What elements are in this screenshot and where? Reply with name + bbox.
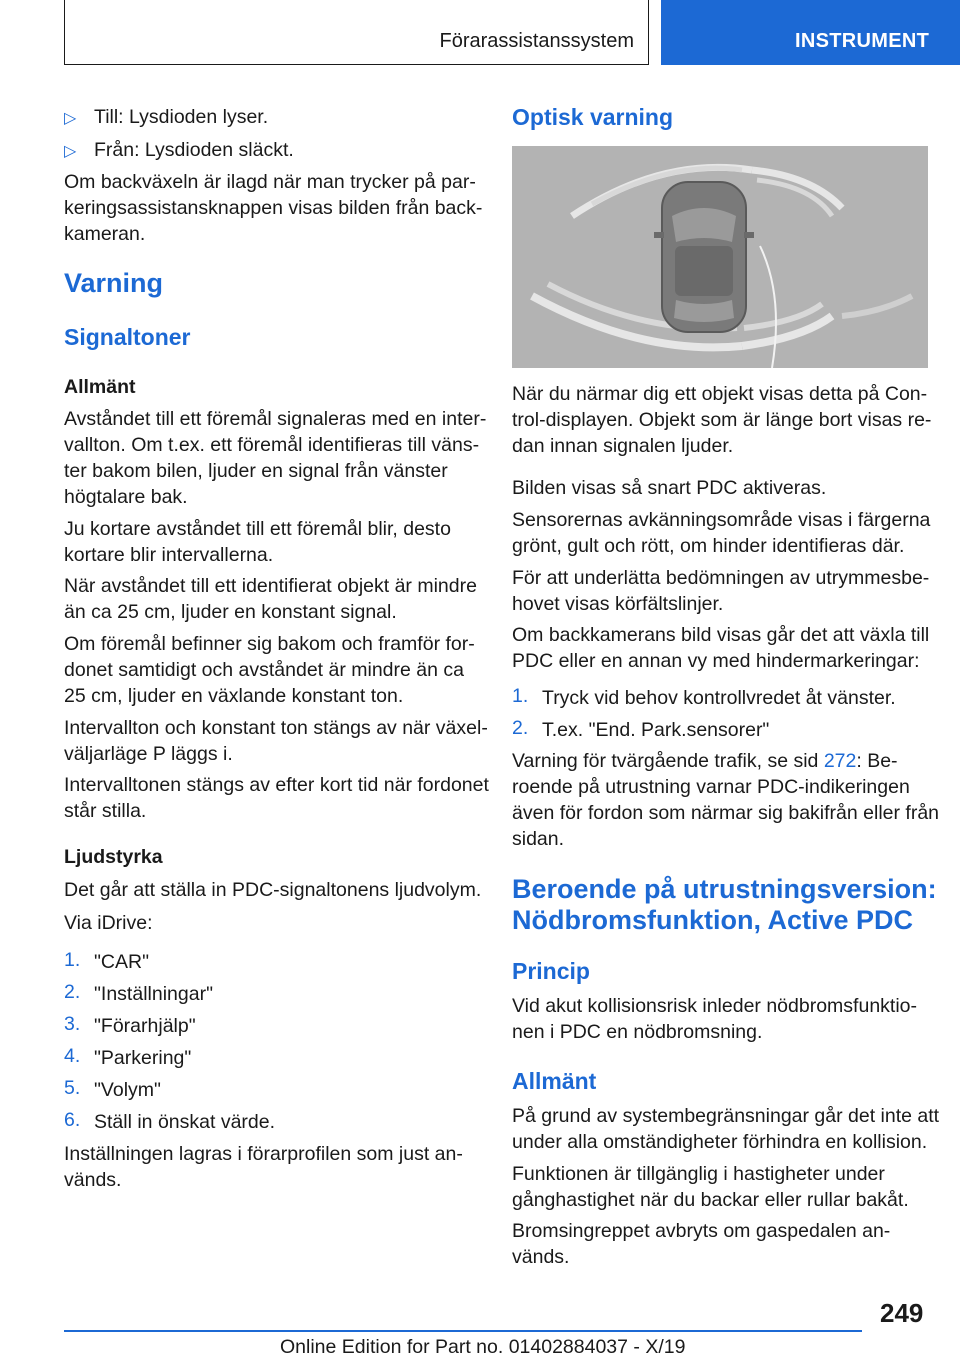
paragraph-line: När du närmar dig ett objekt visas detta på Con- [512, 383, 928, 405]
paragraph-line: dan innan signalen ljuder. [512, 435, 734, 457]
heading-ljudstyrka: Ljudstyrka [64, 846, 163, 868]
footer-divider [64, 1330, 862, 1332]
paragraph-line: roende på utrustning varnar PDC-indikeringen [512, 776, 910, 798]
step-text: "CAR" [94, 951, 150, 973]
paragraph-line: Funktionen är tillgänglig i hastigheter under [512, 1163, 885, 1185]
paragraph-line: Om föremål befinner sig bakom och framför for- [64, 633, 475, 655]
step-number: 4. [64, 1045, 81, 1067]
heading-nodbroms: Nödbromsfunktion, Active PDC [512, 905, 914, 935]
chapter-tab-label: INSTRUMENT [795, 30, 930, 52]
step-number: 2. [512, 717, 529, 739]
paragraph-line: ter bakom bilen, ljuder en signal från vänster [64, 460, 448, 482]
step-number: 3. [64, 1013, 81, 1035]
step-text: "Volym" [94, 1079, 161, 1101]
pdc-display-illustration [512, 146, 928, 368]
paragraph-line: under alla omständigheter förhindra en kollision. [512, 1131, 928, 1153]
step-number: 2. [64, 981, 81, 1003]
pdc-car-sensor-icon [512, 146, 928, 368]
paragraph-line: vänds. [64, 1169, 122, 1191]
step-text: T.ex. "End. Park.sensorer" [542, 719, 770, 741]
step-number: 5. [64, 1077, 81, 1099]
paragraph-line [512, 748, 898, 774]
bullet-text: Till: Lysdioden lyser. [94, 106, 269, 128]
footer-edition-text: Online Edition for Part no. 01402884037 - X/19 [280, 1336, 686, 1358]
paragraph-line: keringsassistansknappen visas bilden från back- [64, 197, 483, 219]
step-text: "Inställningar" [94, 983, 213, 1005]
paragraph-line: Via iDrive: [64, 912, 153, 934]
paragraph-line: kortare blir intervallerna. [64, 544, 274, 566]
step-text: "Förarhjälp" [94, 1015, 196, 1037]
cross-ref-text-tail: : Be- [856, 750, 898, 772]
paragraph-line: högtalare bak. [64, 486, 188, 508]
paragraph-line: Bilden visas så snart PDC aktiveras. [512, 477, 827, 499]
paragraph-line: Bromsingreppet avbryts om gaspedalen an- [512, 1220, 891, 1242]
bullet-text: Från: Lysdioden släckt. [94, 139, 294, 161]
bullet-marker-icon: ▷ [64, 110, 77, 127]
step-text: Tryck vid behov kontrollvredet åt vänster. [542, 687, 896, 709]
bullet-marker-icon: ▷ [64, 143, 77, 160]
heading-allmant-right: Allmänt [512, 1068, 597, 1094]
step-text: "Parkering" [94, 1047, 192, 1069]
step-text: Ställ in önskat värde. [94, 1111, 276, 1133]
heading-beroende: Beroende på utrustningsversion: [512, 874, 937, 904]
paragraph-line: står stilla. [64, 800, 147, 822]
step-number: 1. [64, 949, 81, 971]
paragraph-line: På grund av systembegränsningar går det inte att [512, 1105, 940, 1127]
paragraph-line: Vid akut kollisionsrisk inleder nödbromsfunktio- [512, 995, 917, 1017]
paragraph-line: hovet visas körfältslinjer. [512, 593, 724, 615]
paragraph-line: Avståndet till ett föremål signaleras med en inter- [64, 408, 487, 430]
paragraph-line: Sensorernas avkänningsområde visas i färgerna [512, 509, 931, 531]
paragraph-line: Intervallton och konstant ton stängs av när växel- [64, 717, 488, 739]
heading-varning: Varning [64, 268, 164, 298]
heading-signaltoner: Signaltoner [64, 324, 191, 350]
paragraph-line: Om backväxeln är ilagd när man trycker på par- [64, 171, 476, 193]
paragraph-line: När avståndet till ett identifierat objekt är mindre [64, 575, 477, 597]
step-number: 6. [64, 1109, 81, 1131]
paragraph-line: Intervalltonen stängs av efter kort tid när fordonet [64, 774, 489, 796]
page-number: 249 [880, 1298, 924, 1328]
paragraph-line: 25 cm, ljuder en växlande konstant ton. [64, 685, 404, 707]
paragraph-line: För att underlätta bedömningen av utrymmesbe- [512, 567, 930, 589]
heading-allmant: Allmänt [64, 376, 136, 398]
paragraph-line: vallton. Om t.ex. ett föremål identifieras till väns- [64, 434, 480, 456]
paragraph-line: Inställningen lagras i förarprofilen som just an- [64, 1143, 463, 1165]
paragraph-line: vänds. [512, 1246, 570, 1268]
paragraph-line: Om backkamerans bild visas går det att växla till [512, 624, 930, 646]
heading-princip: Princip [512, 958, 590, 984]
paragraph-line: nen i PDC en nödbromsning. [512, 1021, 763, 1043]
cross-ref-text: Varning för tvärgående trafik, se sid [512, 750, 824, 772]
paragraph-line: sidan. [512, 828, 565, 850]
paragraph-line: väljarläge P läggs i. [64, 743, 233, 765]
paragraph-line: gånghastighet när du backar eller rullar bakåt. [512, 1189, 909, 1211]
chapter-tab[interactable] [661, 0, 960, 65]
page-link-272[interactable]: 272 [823, 750, 857, 772]
paragraph-line: donet samtidigt och avståndet är mindre än ca [64, 659, 464, 681]
paragraph-line: trol-displayen. Objekt som är länge bort visas re- [512, 409, 932, 431]
paragraph-line: kameran. [64, 223, 146, 245]
section-title: Förarassistanssystem [439, 30, 634, 52]
heading-optisk-varning: Optisk varning [512, 104, 674, 130]
paragraph-line: Det går att ställa in PDC-signaltonens ljudvolym. [64, 879, 482, 901]
paragraph-line: grönt, gult och rött, om hinder identifieras där. [512, 535, 905, 557]
paragraph-line: Ju kortare avståndet till ett föremål blir, desto [64, 518, 451, 540]
paragraph-line: än ca 25 cm, ljuder en konstant signal. [64, 601, 397, 623]
header-section-box [64, 0, 649, 65]
step-number: 1. [512, 685, 529, 707]
paragraph-line: PDC eller en annan vy med hindermarkeringar: [512, 650, 920, 672]
paragraph-line: även för fordon som närmar sig bakifrån eller från [512, 802, 940, 824]
